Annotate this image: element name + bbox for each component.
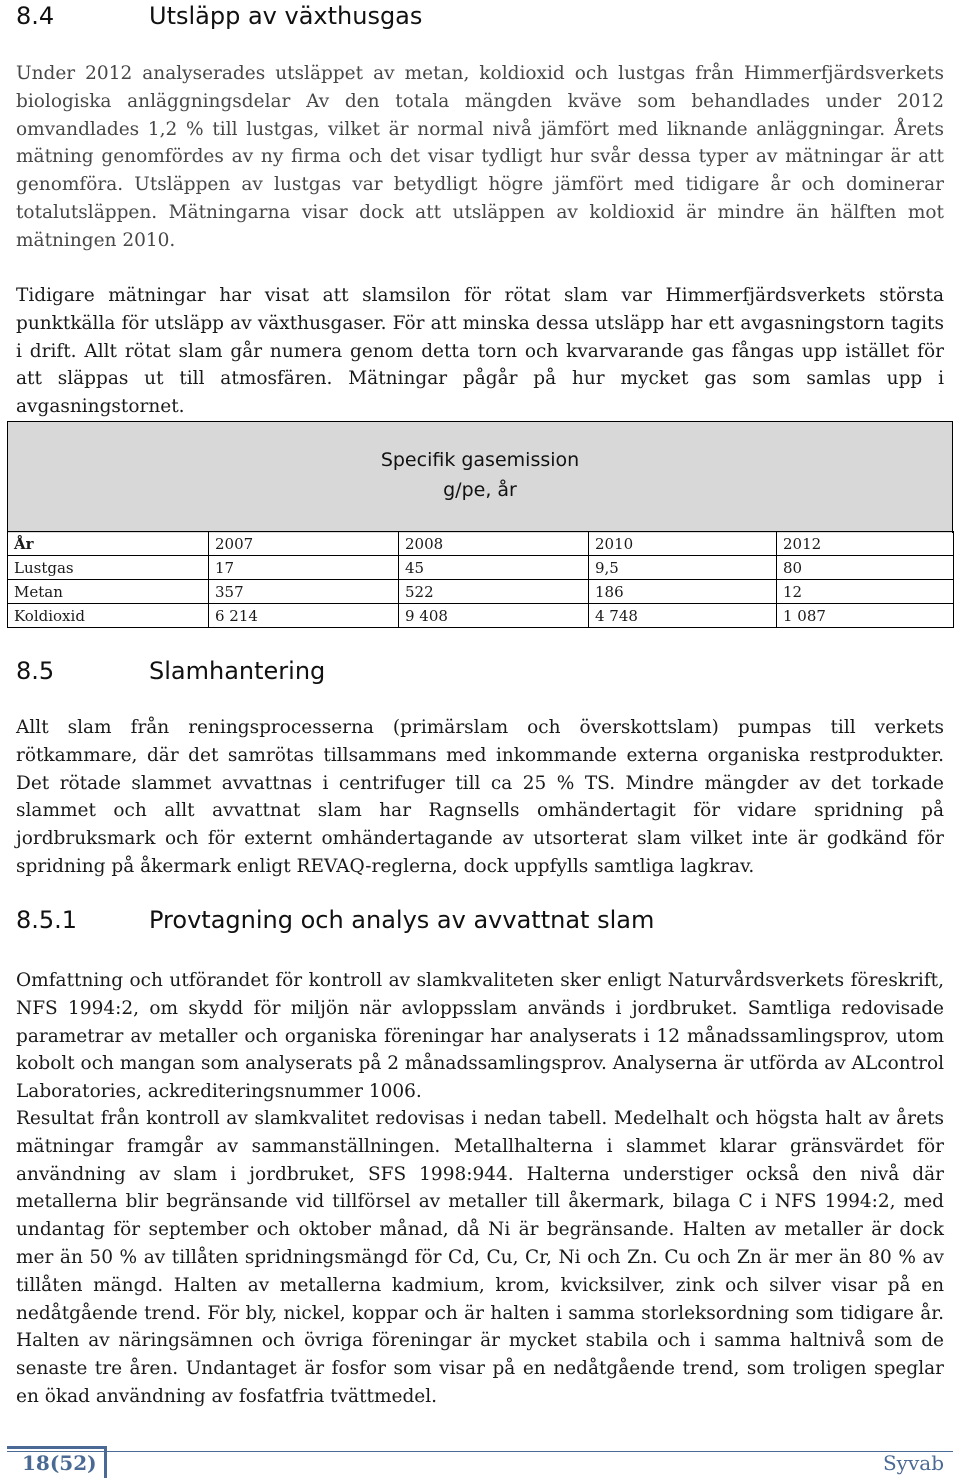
table-cell: 186 <box>589 580 777 604</box>
table-row <box>8 556 954 580</box>
body-paragraph: Tidigare mätningar har visat att slamsilon för rötat slam var Himmerfjärdsverkets största punktkälla för utsläpp av växthusgaser. För att minska dessa utsläpp har ett avgasningstorn tagits i drift. Allt rötat slam går numera genom detta torn och kvarvarande gas fångas upp istället för att släppas ut till atmosfären. Mätningar pågår på hur mycket gas som samlas upp i avgasningstornet. <box>16 285 944 418</box>
row-label: Metan <box>8 580 209 604</box>
section-title: Slamhantering <box>149 657 326 685</box>
table-cell: 9,5 <box>589 556 777 580</box>
section-number: 8.5.1 <box>16 906 78 934</box>
table-cell: 12 <box>777 580 954 604</box>
page-number: 18(52) <box>22 1451 97 1475</box>
row-label: Lustgas <box>8 556 209 580</box>
row-label: Koldioxid <box>8 604 209 628</box>
section-8-5-1-heading <box>16 906 654 934</box>
table-cell: 1 087 <box>777 604 954 628</box>
table-cell: 357 <box>209 580 399 604</box>
table-header-row <box>8 532 954 556</box>
column-header: 2008 <box>399 532 589 556</box>
table-cell: 45 <box>399 556 589 580</box>
column-header: År <box>8 532 209 556</box>
emission-table-title-box <box>7 421 953 533</box>
section-title: Provtagning och analys av avvattnat slam <box>149 906 655 934</box>
column-header: 2007 <box>209 532 399 556</box>
table-cell: 522 <box>399 580 589 604</box>
table-cell: 9 408 <box>399 604 589 628</box>
table-subtitle: g/pe, år <box>443 479 517 501</box>
footer-accent <box>7 1446 107 1449</box>
body-paragraph: Resultat från kontroll av slamkvalitet redovisas i nedan tabell. Medelhalt och högsta halt av årets mätningar framgår av sammanställningen. Metallhalterna i slammet klarar gränsvärdet för användning av slam i jordbruket, SFS 1998:944. Halterna understiger också den nivå där metallerna blir begränsande vid tillförsel av metaller till åkermark, bilaga C i NFS 1994:2, med undantag för september och oktober månad, då Ni är begränsande. Halten av metaller är dock mer än 50 % av tillåten spridningsmängd för Cd, Cu, Cr, Ni och Zn. Cu och Zn är mer än 80 % av tillåten mängd. Halten av metallerna kadmium, krom, kvicksilver, zink och silver visar på en nedåtgående trend. För bly, nickel, koppar och är halten i samma storleksordning som tidigare år. Halten av näringsämnen och övriga föreningar är mycket stabila och i samma haltnivå som de senaste tre åren. Undantaget är fosfor som visar på en nedåtgående trend, som troligen speglar en ökad användning av fosfatfria tvättmedel. <box>16 1108 944 1407</box>
body-paragraph: Under 2012 analyserades utsläppet av metan, koldioxid och lustgas från Himmerfjärdsverkets biologiska anläggningsdelar Av den totala mängden kväve som behandlades under 2012 omvandlades 1,2 % till lustgas, vilket är normal nivå jämfört med liknande anläggningar. Årets mätning genomfördes av ny firma och det visar tydligt hur svår dessa typer av mätningar är att genomföra. Utsläppen av lustgas var betydligt högre jämfört med tidigare år och dominerar totalutsläppen. Mätningarna visar dock att utsläppen av koldioxid är mindre än hälften mot mätningen 2010. <box>16 63 944 251</box>
section-number: 8.4 <box>16 2 55 30</box>
table-row <box>8 580 954 604</box>
table-cell: 4 748 <box>589 604 777 628</box>
table-cell: 17 <box>209 556 399 580</box>
section-8-4-heading <box>16 2 422 30</box>
section-number: 8.5 <box>16 657 55 685</box>
table-title: Specifik gasemission <box>380 449 580 471</box>
column-header: 2010 <box>589 532 777 556</box>
body-paragraph: Allt slam från reningsprocesserna (primärslam och överskottslam) pumpas till verkets rötkammare, där det samrötas tillsammans med inkommande externa organiska restprodukter. Det rötade slammet avvattnas i centrifuger till ca 25 % TS. Mindre mängder av det torkade slammet och allt avvattnat slam har Ragnsells omhändertagit för vidare spridning på jordbruksmark och för externt omhändertagande av utsorterat slam vilket inte är godkänd för spridning på åkermark enligt REVAQ-reglerna, dock uppfylls samtliga lagkrav. <box>16 717 944 877</box>
table-row <box>8 604 954 628</box>
footer-separator <box>104 1446 107 1478</box>
column-header: 2012 <box>777 532 954 556</box>
section-title: Utsläpp av växthusgas <box>149 2 423 30</box>
footer-divider <box>7 1451 953 1452</box>
gas-emission-table <box>7 531 954 628</box>
table-cell: 80 <box>777 556 954 580</box>
body-paragraph: Omfattning och utförandet för kontroll av slamkvaliteten sker enligt Naturvårdsverkets föreskrift, NFS 1994:2, om skydd för miljön när avloppsslam används i jordbruket. Samtliga redovisade parametrar av metaller och organiska föreningar har analyserats i 12 månadssamlingsprov, utom kobolt och mangan som analyserats på 2 månadssamlingsprov. Analyserna är utförda av ALcontrol Laboratories, ackrediteringsnummer 1006. <box>16 970 944 1103</box>
brand-name: Syvab <box>882 1451 944 1475</box>
section-8-5-heading <box>16 657 325 685</box>
table-cell: 6 214 <box>209 604 399 628</box>
